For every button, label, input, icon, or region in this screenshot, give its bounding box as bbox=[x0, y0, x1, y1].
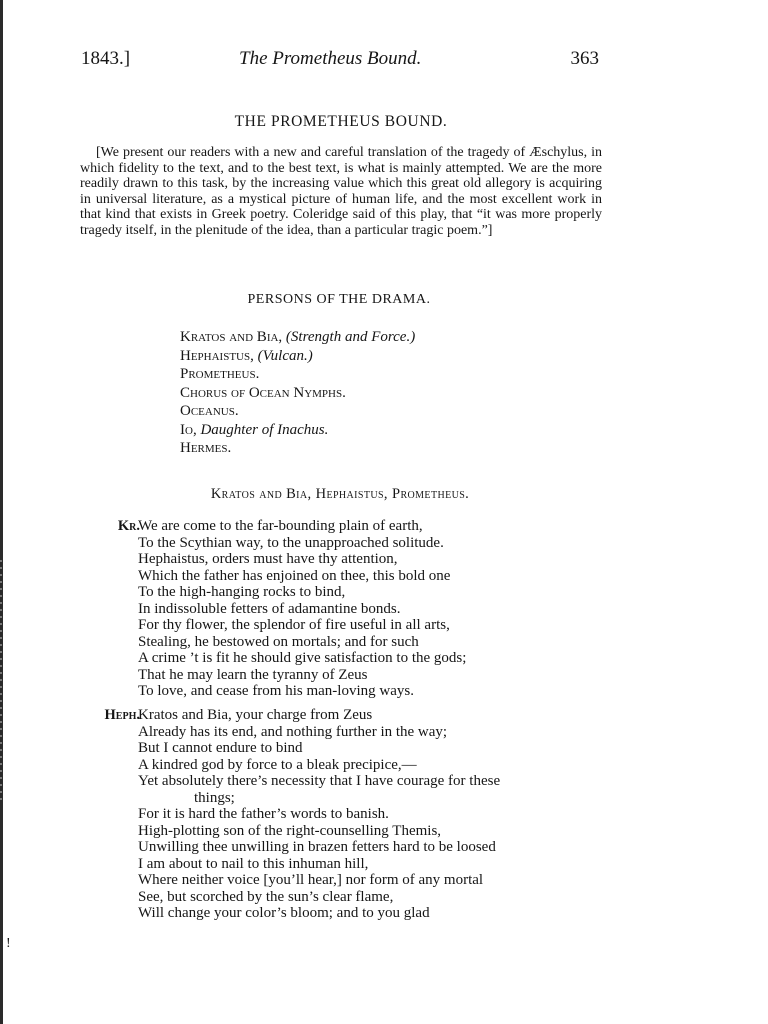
scan-edge-speckle bbox=[0, 560, 2, 800]
verse-line: Yet absolutely there’s necessity that I have courage for these bbox=[138, 773, 501, 789]
person-entry bbox=[180, 421, 600, 440]
verse-line: For it is hard the father’s words to banish. bbox=[138, 806, 389, 822]
verse-line: Where neither voice [you’ll hear,] nor form of any mortal bbox=[138, 872, 484, 888]
verse-line: A crime ’t is fit he should give satisfaction to the gods; bbox=[138, 650, 467, 666]
running-head-title: The Prometheus Bound. bbox=[239, 48, 422, 69]
verse-line: See, but scorched by the sun’s clear flame, bbox=[138, 888, 394, 905]
verse-line-continuation: things; bbox=[194, 789, 235, 806]
running-head bbox=[81, 48, 601, 74]
person-description: (Strength and Force.) bbox=[282, 329, 416, 345]
person-name: Hephaistus, bbox=[180, 347, 254, 364]
scan-edge-mark: ! bbox=[6, 936, 11, 951]
page-number: 363 bbox=[570, 48, 599, 69]
verse-line: Will change your color’s bloom; and to you glad bbox=[138, 905, 430, 921]
person-name: Kratos and Bia, bbox=[180, 329, 283, 345]
scene-heading: Kratos and Bia, Hephaistus, Prometheus. bbox=[210, 486, 470, 502]
editorial-introduction: [We present our readers with a new and careful translation of the tragedy of Æschylus, in which fidelity to the text, and to the best text, is what is mainly attempted. We are the more readily drawn to this task, by the increasing value which this great old allegory is acquiring in universal literature, as a mystical picture of human life, and the most excellent work in that kind that exists in Greek poetry. Coleridge said of this play, that “it was more properly tragedy itself, in the plenitude of the idea, than a particular tragic poem.”] bbox=[80, 145, 602, 238]
person-entry bbox=[180, 365, 600, 384]
verse-line: Which the father has enjoined on thee, this bold one bbox=[138, 567, 451, 584]
person-entry bbox=[180, 347, 600, 366]
person-entry bbox=[180, 402, 600, 421]
person-description: Daughter of Inachus. bbox=[196, 421, 329, 438]
verse-line: Hephaistus, orders must have thy attention, bbox=[138, 551, 398, 567]
verse-line: To the high-hanging rocks to bind, bbox=[138, 584, 346, 600]
verse-line: To love, and cease from his man-loving ways. bbox=[138, 683, 414, 699]
speaker-label: Kr. bbox=[117, 518, 140, 534]
person-name: Io, bbox=[180, 421, 197, 438]
verse-line: Already has its end, and nothing further in the way; bbox=[138, 723, 448, 740]
verse-line: That he may learn the tyranny of Zeus bbox=[138, 666, 368, 683]
verse-line: I am about to nail to this inhuman hill, bbox=[138, 855, 369, 872]
verse-line: To the Scythian way, to the unapproached solitude. bbox=[138, 534, 444, 551]
person-name: Chorus of Ocean Nymphs. bbox=[180, 384, 346, 401]
verse-line: In indissoluble fetters of adamantine bonds. bbox=[138, 600, 401, 617]
person-entry bbox=[180, 384, 600, 403]
person-entry bbox=[180, 439, 600, 458]
verse-line: High-plotting son of the right-counselling Themis, bbox=[138, 822, 442, 839]
verse-line: Kratos and Bia, your charge from Zeus bbox=[138, 707, 373, 723]
person-name: Hermes. bbox=[180, 440, 232, 456]
speaker-label: Heph. bbox=[104, 707, 140, 723]
verse-line: A kindred god by force to a bleak precipice,— bbox=[138, 756, 417, 773]
article-title: THE PROMETHEUS BOUND. bbox=[234, 113, 448, 130]
person-entry bbox=[180, 328, 600, 347]
verse-line: Unwilling thee unwilling in brazen fetters hard to be loosed bbox=[138, 839, 496, 855]
person-description: (Vulcan.) bbox=[253, 347, 313, 364]
verse-block bbox=[138, 707, 618, 922]
running-head-year: 1843.] bbox=[81, 48, 131, 69]
persons-heading: PERSONS OF THE DRAMA. bbox=[247, 292, 431, 307]
verse-line: We are come to the far-bounding plain of earth, bbox=[138, 518, 423, 534]
verse-block bbox=[138, 518, 618, 700]
scan-edge-line bbox=[0, 0, 3, 1024]
person-name: Oceanus. bbox=[180, 403, 239, 419]
verse-line: But I cannot endure to bind bbox=[138, 740, 303, 756]
person-name: Prometheus. bbox=[180, 366, 260, 382]
verse-line: For thy flower, the splendor of fire useful in all arts, bbox=[138, 617, 450, 633]
persons-list bbox=[180, 328, 600, 458]
verse-line: Stealing, he bestowed on mortals; and for such bbox=[138, 633, 419, 650]
